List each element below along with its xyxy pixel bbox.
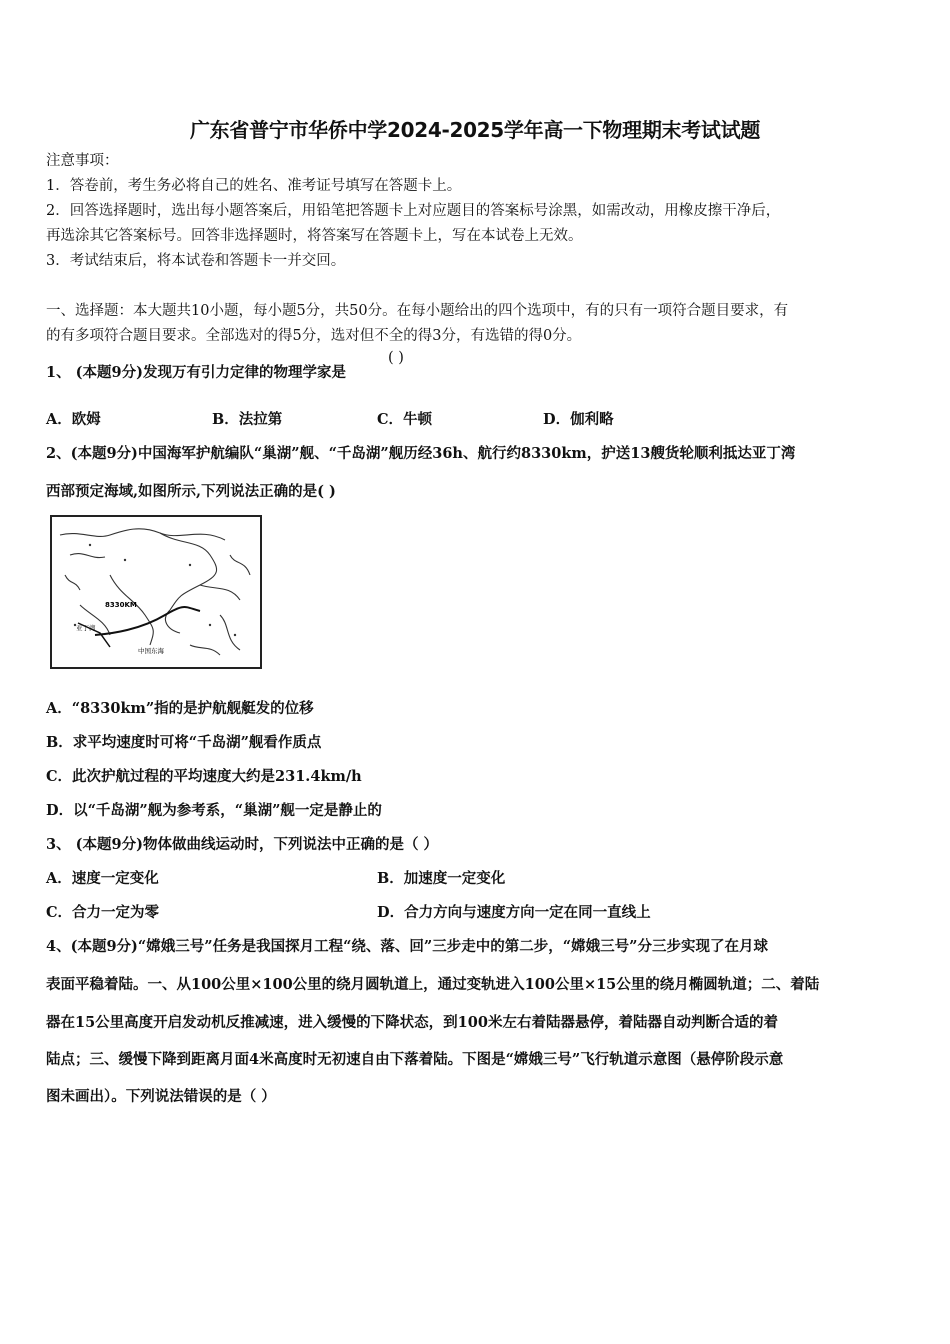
q4-stem-line4: 陆点；三、缓慢下降到距离月面4米高度时无初速自由下落着陆。下图是“嫦娥三号”飞行轨道示意图（悬停阶段示意 (46, 1051, 784, 1068)
q2-option-a: A．“8330km”指的是护航舰艇发的位移 (46, 700, 314, 717)
section-instructions-line1: 一、选择题：本大题共10小题，每小题5分，共50分。在每小题给出的四个选项中，有的只有一项符合题目要求，有 (46, 303, 789, 319)
q1-option-a: A．欧姆 (46, 411, 101, 428)
notice-item-2-cont: 再选涂其它答案标号。回答非选择题时，将答案写在答题卡上，写在本试卷上无效。 (46, 228, 583, 244)
notice-item-1: 1．答卷前，考生务必将自己的姓名、准考证号填写在答题卡上。 (46, 178, 462, 194)
q4-stem-line3: 器在15公里高度开启发动机反推减速，进入缓慢的下降状态，到100米左右着陆器悬停，着陆器自动判断合适的着 (46, 1014, 778, 1031)
page-title: 广东省普宁市华侨中学2024-2025学年高一下物理期末考试试题 (189, 118, 761, 142)
q2-option-b: B．求平均速度时可将“千岛湖”舰看作质点 (46, 734, 322, 751)
q2-option-d: D．以“千岛湖”舰为参考系，“巢湖”舰一定是静止的 (46, 802, 382, 819)
q3-option-c: C．合力一定为零 (46, 904, 160, 921)
map-label-aden: 亚丁湾 (76, 624, 96, 632)
notice-item-2: 2．回答选择题时，选出每小题答案后，用铅笔把答题卡上对应题目的答案标号涂黑，如需改动，用橡皮擦干净后， (46, 203, 781, 219)
section-instructions-line2: 的有多项符合题目要求。全部选对的得5分，选对但不全的得3分，有选错的得0分。 (46, 328, 582, 344)
notice-item-3: 3．考试结束后，将本试卷和答题卡一并交回。 (46, 253, 346, 269)
q3-option-b: B．加速度一定变化 (377, 870, 506, 887)
q4-stem-line1: 4、(本题9分)“嫦娥三号”任务是我国探月工程“绕、落、回”三步走中的第二步，“嫦娥三号”分三步实现了在月球 (46, 938, 768, 955)
q3-option-a: A．速度一定变化 (46, 870, 159, 887)
q1-option-b: B．法拉第 (212, 411, 283, 428)
q2-stem-line2: 西部预定海域,如图所示,下列说法正确的是( ) (46, 483, 336, 500)
q4-stem-line5: 图未画出）。下列说法错误的是（ ） (46, 1088, 276, 1105)
escort-route-map (50, 515, 262, 670)
q1-option-d: D．伽利略 (543, 411, 614, 428)
map-route-label: 8330KM (105, 601, 137, 609)
q1-answer-paren: ( ) (388, 350, 404, 366)
map-label-east-sea: 中国东海 (138, 647, 164, 655)
q3-stem: 3、 (本题9分)物体做曲线运动时，下列说法中正确的是（ ） (46, 836, 438, 853)
q2-stem-line1: 2、(本题9分)中国海军护航编队“巢湖”舰、“千岛湖”舰历经36h、航行约8330km，护送13艘货轮顺利抵达亚丁湾 (46, 445, 796, 462)
q4-stem-line2: 表面平稳着陆。一、从100公里×100公里的绕月圆轨道上，通过变轨进入100公里×15公里的绕月椭圆轨道；二、着陆 (46, 976, 820, 993)
q1-option-c: C．牛顿 (377, 411, 433, 428)
notice-heading: 注意事项： (46, 153, 119, 169)
q2-option-c: C．此次护航过程的平均速度大约是231.4km/h (46, 768, 362, 785)
q1-stem: 1、 (本题9分)发现万有引力定律的物理学家是 (46, 364, 346, 381)
q3-option-d: D．合力方向与速度方向一定在同一直线上 (377, 904, 651, 921)
